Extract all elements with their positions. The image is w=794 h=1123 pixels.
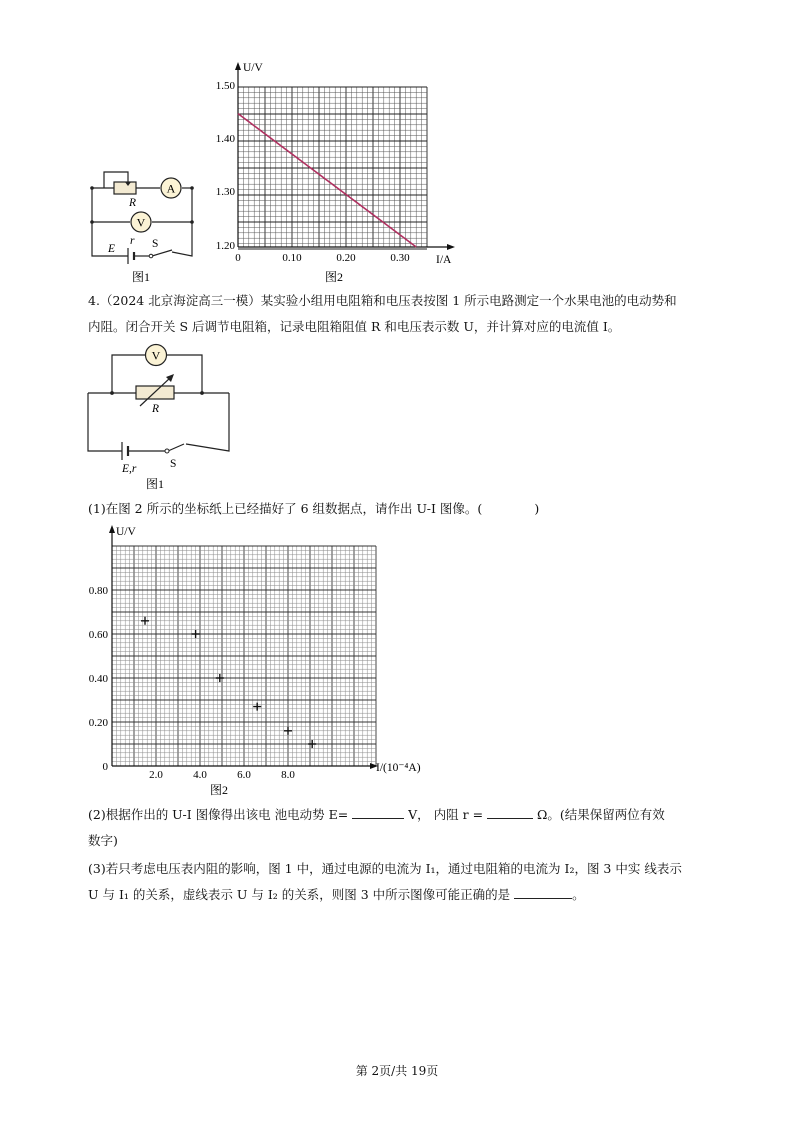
- circuit-diagram-fig1: [84, 340, 234, 492]
- part-3-text: (3)若只考虑电压表内阻的影响，图 1 中，通过电源的电流为 I₁，通过电阻箱的电流为 I₂，图 3 中实 线表示: [88, 861, 682, 876]
- y-axis-label: U/V: [116, 526, 136, 538]
- figure-caption: 图2: [210, 783, 229, 797]
- x-tick-label: 4.0: [193, 769, 207, 781]
- y-tick-label: 0.20: [88, 717, 108, 729]
- fig2-ui-graph: [84, 518, 434, 798]
- x-tick-label: 0.20: [336, 252, 356, 264]
- part-2: [88, 802, 718, 854]
- battery-label: E,r: [122, 463, 137, 475]
- part-3-end: 。: [572, 887, 585, 902]
- x-tick-label: 0.30: [390, 252, 410, 264]
- voltmeter-label: V: [136, 215, 146, 230]
- y-tick-label: 1.20: [215, 240, 235, 252]
- resistor-label: R: [152, 403, 160, 415]
- part-2-text: 数字): [88, 833, 118, 848]
- voltmeter-label: V: [151, 348, 161, 363]
- part-2-text: (2)根据作出的 U-I 图像得出该电 池电动势 E=: [88, 807, 349, 822]
- figure-caption: 图2: [325, 270, 344, 284]
- data-point-marker: [253, 703, 261, 711]
- part-2-unit: Ω。(结果保留两位有效: [537, 807, 665, 822]
- y-tick-label: 0: [102, 761, 108, 773]
- top-ui-graph: [205, 55, 465, 285]
- x-tick-label: 8.0: [281, 769, 295, 781]
- switch-label: S: [152, 238, 159, 250]
- part-3: [88, 856, 718, 908]
- x-tick-label: 6.0: [237, 769, 251, 781]
- y-axis-arrow-icon: [235, 62, 241, 70]
- data-point-marker: [192, 630, 200, 638]
- question-text-line: （2024 北京海淀高三一模）某实验小组用电阻箱和电压表按图 1 所示电路测定一个水果电池的电动势和: [99, 293, 677, 308]
- y-tick-label: 1.30: [215, 186, 235, 198]
- y-axis-arrow-icon: [109, 525, 115, 533]
- x-axis-label: I/A: [436, 254, 452, 266]
- data-point-marker: [308, 740, 316, 748]
- x-tick-label: 0: [235, 252, 241, 264]
- emf-answer-blank[interactable]: [352, 806, 404, 819]
- x-tick-label: 0.10: [282, 252, 302, 264]
- y-tick-label: 0.80: [88, 585, 108, 597]
- switch-label: S: [170, 458, 177, 470]
- emf-label: E: [108, 243, 116, 255]
- part-1-close: ): [534, 501, 540, 516]
- resistance-answer-blank[interactable]: [487, 806, 533, 819]
- ammeter-label: A: [166, 181, 176, 196]
- x-tick-label: 2.0: [149, 769, 163, 781]
- figure-caption: 图1: [132, 270, 151, 284]
- y-axis-label: U/V: [243, 62, 263, 74]
- choice-answer-blank[interactable]: [514, 886, 572, 899]
- y-tick-label: 0.40: [88, 673, 108, 685]
- question-number: 4.: [88, 293, 100, 308]
- data-point-marker: [141, 617, 149, 625]
- figure-caption: 图1: [146, 477, 165, 491]
- top-circuit-diagram: [84, 160, 204, 285]
- x-axis-arrow-icon: [447, 244, 455, 250]
- page-footer: 第 2页/共 19页: [355, 1064, 439, 1078]
- question-text-line: 内阻。闭合开关 S 后调节电阻箱，记录电阻箱阻值 R 和电压表示数 U，并计算对应的电流值 I。: [88, 319, 621, 334]
- y-tick-label: 1.50: [215, 80, 235, 92]
- part-2-unit: V， 内阻 r =: [408, 807, 484, 822]
- part-1-text: (1)在图 2 所示的坐标纸上已经描好了 6 组数据点，请作出 U-I 图像。(: [88, 501, 483, 516]
- data-point-marker: [216, 674, 224, 682]
- y-tick-label: 0.60: [88, 629, 108, 641]
- part-3-text: U 与 I₁ 的关系，虚线表示 U 与 I₂ 的关系，则图 3 中所示图像可能正确的是: [88, 887, 511, 902]
- resistor-label: R: [129, 197, 137, 209]
- internal-resistance-label: r: [130, 235, 135, 247]
- y-tick-label: 1.40: [215, 133, 235, 145]
- data-point-marker: [284, 727, 292, 735]
- question-4: [88, 288, 718, 340]
- x-axis-label: I/(10⁻⁴A): [376, 762, 421, 774]
